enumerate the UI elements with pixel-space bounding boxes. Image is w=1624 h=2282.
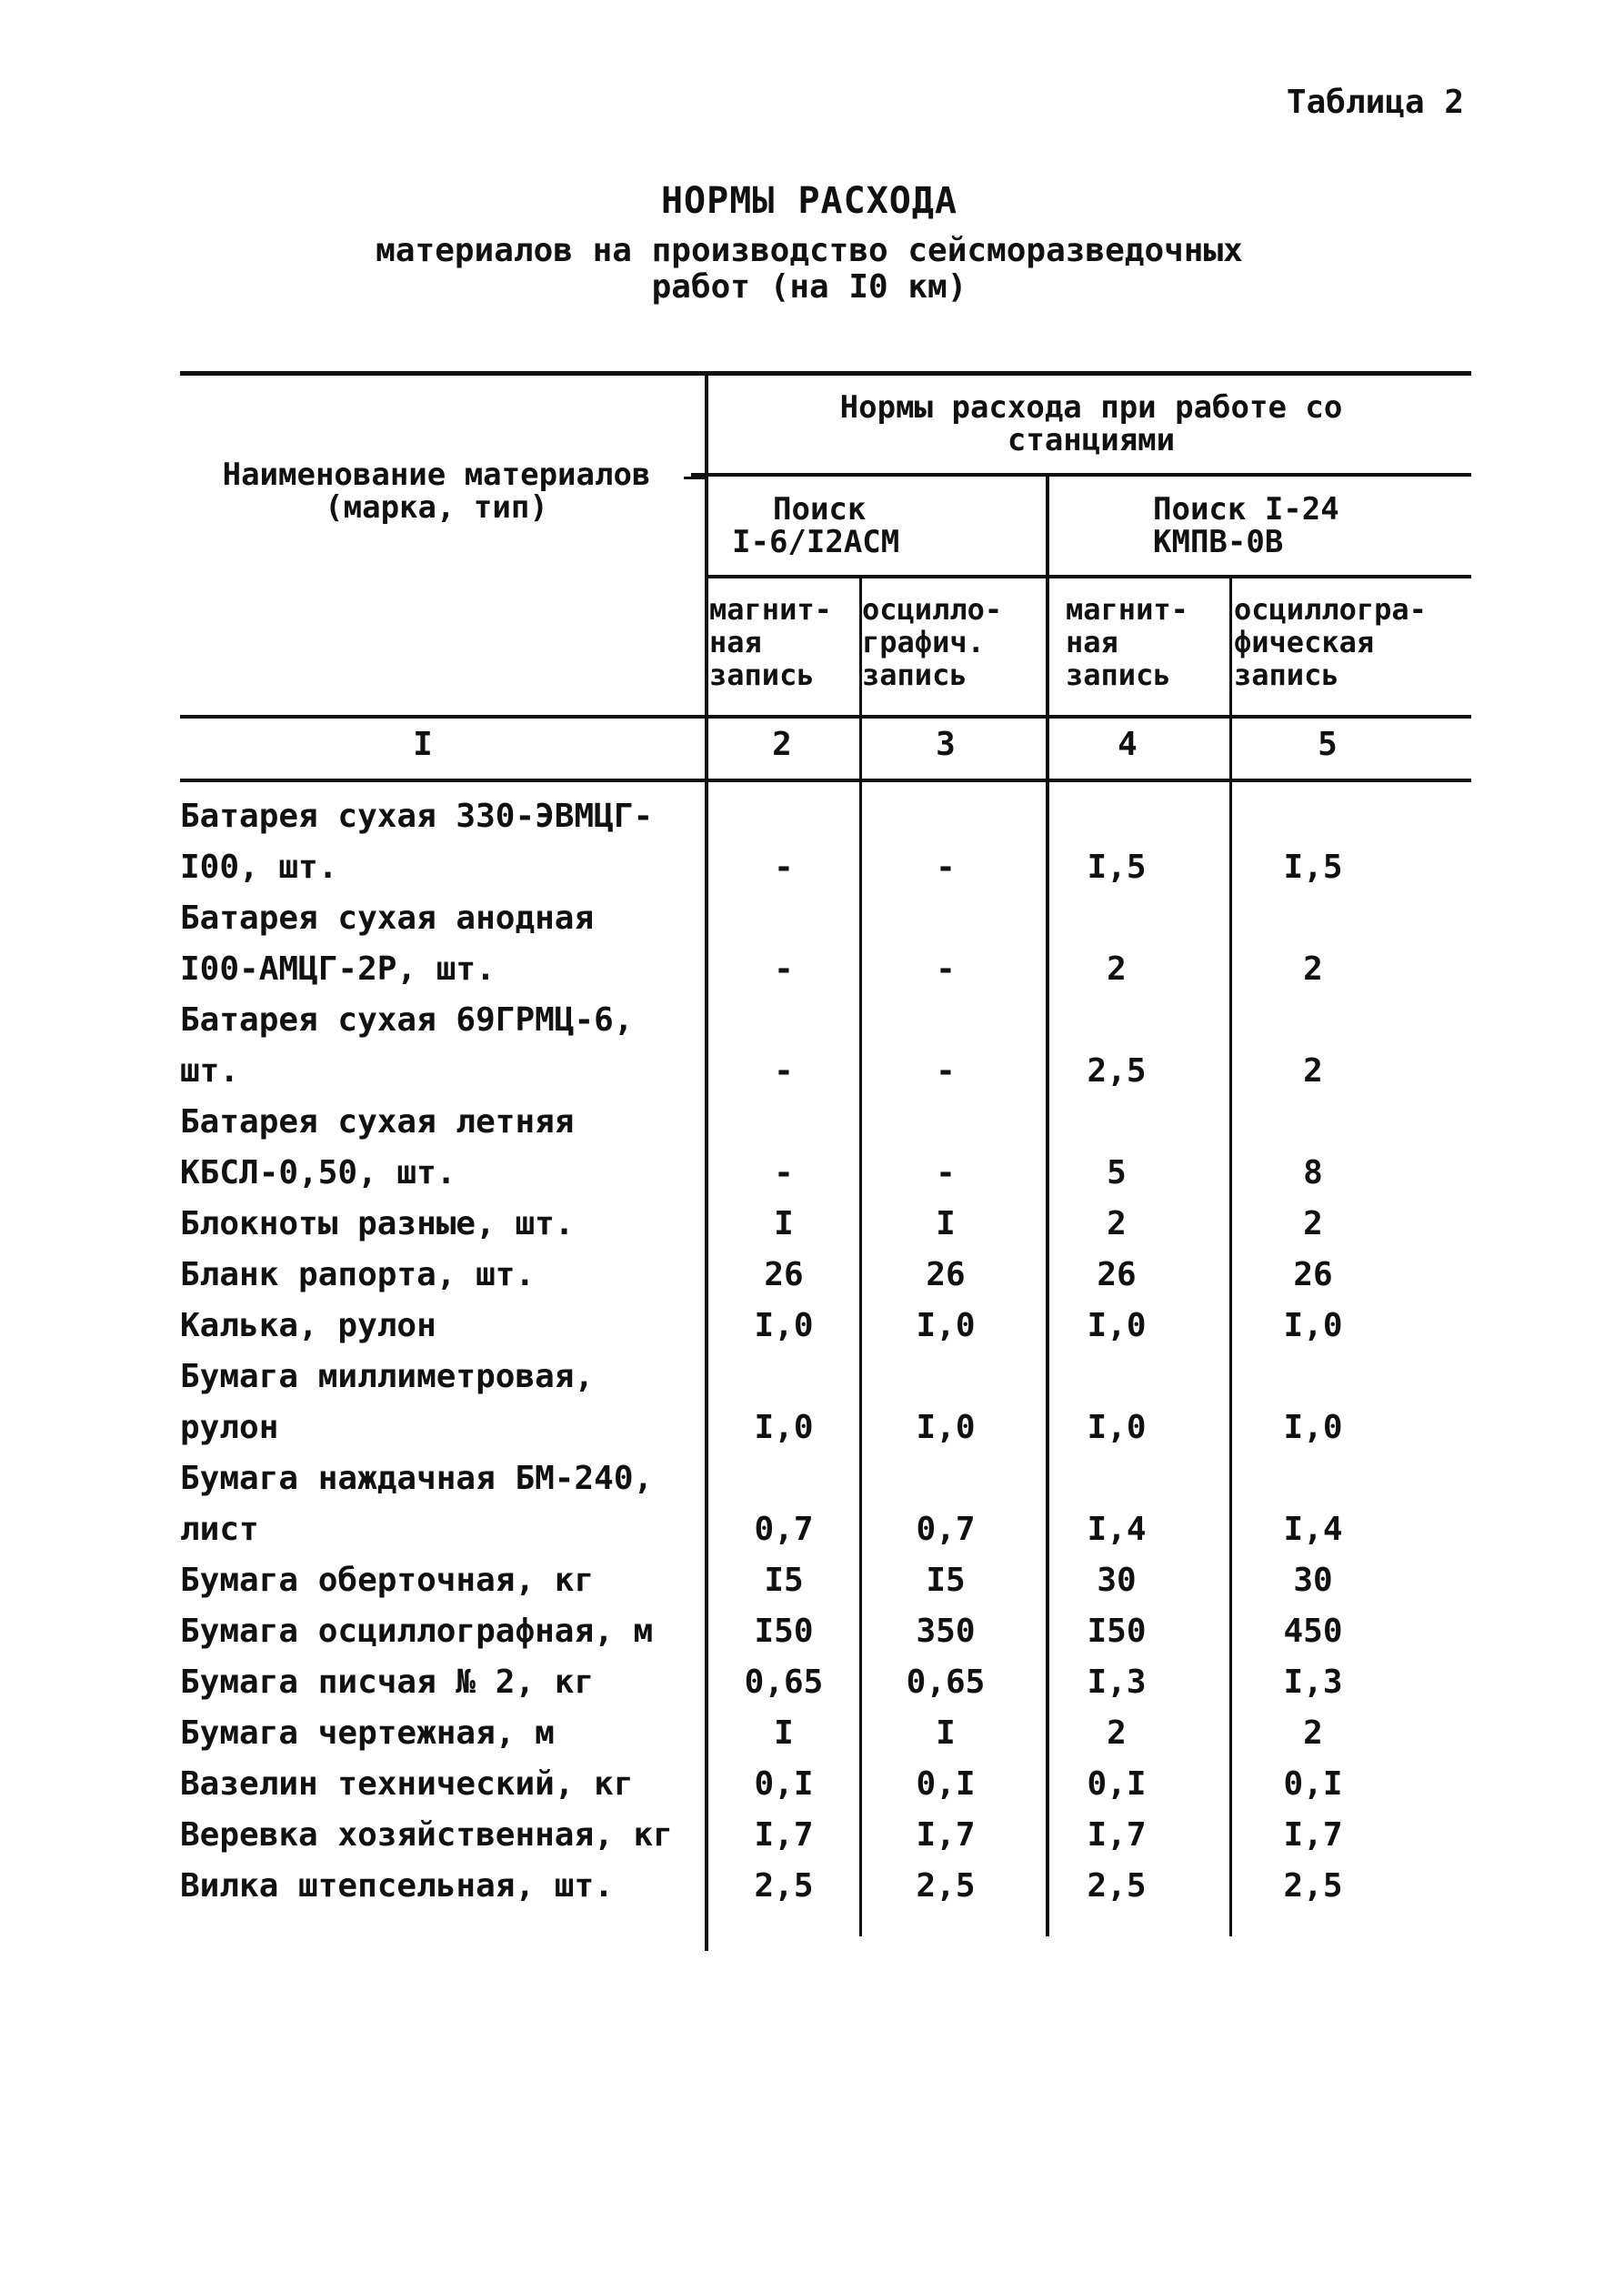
norm-value: I,7 — [1087, 1816, 1147, 1854]
norm-value: 2,5 — [1087, 1052, 1147, 1090]
material-name — [180, 1453, 707, 1555]
col-number-2: 2 — [772, 726, 792, 763]
material-name-line: Веревка хозяйственная, кг — [180, 1816, 673, 1854]
norm-value: I,5 — [1087, 849, 1147, 886]
subcol-header-line: фическая — [1234, 625, 1375, 659]
norm-value: 0,I — [916, 1765, 976, 1803]
material-name-line: Вилка штепсельная, шт. — [180, 1867, 614, 1905]
norm-value: I,0 — [1283, 1307, 1343, 1344]
subcol-header-4 — [1066, 593, 1228, 691]
material-name — [180, 1657, 707, 1708]
subcol-header-line: графич. — [862, 625, 985, 659]
subcol-header-line: ная — [709, 625, 762, 659]
norm-value: 0,I — [1283, 1765, 1343, 1803]
norm-value: I,3 — [1087, 1664, 1147, 1701]
norm-value: 0,7 — [754, 1511, 814, 1548]
material-name-line: Бумага чертежная, м — [180, 1714, 555, 1752]
subcol-header-line: запись — [709, 658, 815, 692]
header-materials-line: Наименование материалов — [222, 457, 651, 493]
col-number-5: 5 — [1318, 726, 1338, 763]
material-name-line: Блокноты разные, шт. — [180, 1205, 575, 1242]
norm-value: I,4 — [1283, 1511, 1343, 1548]
material-name-line: I00, шт. — [180, 849, 338, 886]
norm-value: I5 — [926, 1562, 966, 1599]
norm-value: - — [774, 849, 794, 886]
subcol-header-line: запись — [1066, 658, 1171, 692]
material-name — [180, 1555, 707, 1606]
material-name — [180, 1199, 707, 1250]
header-station-2 — [1153, 493, 1462, 558]
header-station-line: Поиск — [773, 491, 867, 528]
material-name-line: шт. — [180, 1052, 240, 1090]
norm-value: I,0 — [1087, 1409, 1147, 1446]
norm-value: 450 — [1283, 1613, 1343, 1650]
norm-value: 5 — [1107, 1154, 1127, 1191]
material-name-line: Вазелин технический, кг — [180, 1765, 634, 1803]
norm-value: 2 — [1303, 1205, 1323, 1242]
norm-value: I,0 — [1087, 1307, 1147, 1344]
header-stations-divider — [705, 575, 1471, 578]
norm-value: I,0 — [916, 1409, 976, 1446]
subcol-header-line: ная — [1066, 625, 1118, 659]
subcol-header-line: запись — [862, 658, 967, 692]
vertical-rule-col2-3 — [859, 577, 862, 1936]
header-materials — [182, 458, 691, 524]
norm-value: 26 — [764, 1256, 804, 1293]
material-name-line: Калька, рулон — [180, 1307, 436, 1344]
norm-value: I — [774, 1205, 794, 1242]
material-name — [180, 1606, 707, 1657]
subcol-header-line: магнит- — [1066, 592, 1188, 627]
norm-value: 2,5 — [916, 1867, 976, 1905]
header-station-line: Поиск I-24 — [1153, 491, 1339, 528]
material-name-line: Бланк рапорта, шт. — [180, 1256, 536, 1293]
norm-value: - — [774, 1052, 794, 1090]
norm-value: 8 — [1303, 1154, 1323, 1191]
norm-value: 2 — [1303, 1714, 1323, 1752]
material-name — [180, 1097, 707, 1199]
material-name-line: Батарея сухая 69ГРМЦ-6, — [180, 1001, 634, 1039]
norm-value: I,0 — [1283, 1409, 1343, 1446]
norm-value: 26 — [926, 1256, 966, 1293]
material-name-line: Бумага наждачная БМ-240, — [180, 1460, 654, 1497]
norm-value: I,7 — [916, 1816, 976, 1854]
norm-value: 0,65 — [906, 1664, 986, 1701]
document-title: НОРМЫ РАСХОДА — [660, 180, 958, 222]
norm-value: - — [936, 950, 956, 988]
norm-value: 2,5 — [1283, 1867, 1343, 1905]
norm-value: I50 — [1087, 1613, 1147, 1650]
subcol-header-line: осциллогра- — [1234, 592, 1427, 627]
norm-value: 0,I — [1087, 1765, 1147, 1803]
norm-value: 2 — [1303, 1052, 1323, 1090]
table-number-label: Таблица 2 — [1286, 84, 1464, 121]
col-numbers-divider — [180, 779, 1471, 782]
norm-value: I,5 — [1283, 849, 1343, 886]
norm-value: 2 — [1107, 1714, 1127, 1752]
table-top-rule — [180, 371, 1471, 376]
norm-value: 0,65 — [744, 1664, 824, 1701]
norm-value: - — [936, 1154, 956, 1191]
norm-value: I50 — [754, 1613, 814, 1650]
norm-value: 26 — [1293, 1256, 1333, 1293]
norm-value: I,3 — [1283, 1664, 1343, 1701]
header-materials-line: (марка, тип) — [325, 489, 548, 526]
norm-value: I,7 — [754, 1816, 814, 1854]
material-name — [180, 1250, 707, 1301]
norm-value: 350 — [916, 1613, 976, 1650]
subcol-header-line: осцилло- — [862, 592, 1003, 627]
material-name-line: Бумага оберточная, кг — [180, 1562, 595, 1599]
material-name — [180, 1301, 707, 1352]
material-name-line: Бумага писчая № 2, кг — [180, 1664, 595, 1701]
norm-value: I5 — [764, 1562, 804, 1599]
norm-value: 2,5 — [1087, 1867, 1147, 1905]
header-norms-divider — [691, 473, 1471, 477]
norm-value: I — [936, 1205, 956, 1242]
norm-value: I — [774, 1714, 794, 1752]
subcol-header-5 — [1234, 593, 1470, 691]
subcol-header-3 — [862, 593, 1044, 691]
header-station-line: КМПВ-0В — [1153, 524, 1284, 560]
norm-value: - — [936, 1052, 956, 1090]
header-norms-line: Нормы расхода при работе со — [839, 389, 1343, 426]
vertical-rule-col4-5 — [1229, 577, 1232, 1936]
norm-value: - — [774, 1154, 794, 1191]
norm-value: 2 — [1303, 950, 1323, 988]
header-subcols-divider — [180, 715, 1471, 719]
norm-value: 30 — [1293, 1562, 1333, 1599]
material-name — [180, 1708, 707, 1759]
material-name-line: лист — [180, 1511, 259, 1548]
material-name — [180, 1759, 707, 1810]
norm-value: 2,5 — [754, 1867, 814, 1905]
norm-value: 2 — [1107, 950, 1127, 988]
subcol-header-line: магнит- — [709, 592, 832, 627]
document-subtitle — [273, 233, 1346, 306]
norm-value: I,0 — [754, 1409, 814, 1446]
material-name-line: Батарея сухая летняя — [180, 1103, 575, 1141]
material-name — [180, 995, 707, 1097]
material-name — [180, 1861, 707, 1912]
norm-value: - — [936, 849, 956, 886]
norm-value: I,7 — [1283, 1816, 1343, 1854]
norm-value: 26 — [1097, 1256, 1137, 1293]
col-number-4: 4 — [1118, 726, 1138, 763]
norm-value: 0,I — [754, 1765, 814, 1803]
material-name — [180, 791, 707, 893]
norm-value: I,0 — [754, 1307, 814, 1344]
norm-value: 0,7 — [916, 1511, 976, 1548]
norm-value: I,4 — [1087, 1511, 1147, 1548]
subtitle-line: материалов на производство сейсморазведочных — [376, 232, 1243, 269]
material-name-line: Батарея сухая 330-ЭВМЦГ- — [180, 798, 654, 835]
norm-value: - — [774, 950, 794, 988]
material-name-line: I00-АМЦГ-2Р, шт. — [180, 950, 496, 988]
subcol-header-2 — [709, 593, 859, 691]
material-name — [180, 1810, 707, 1861]
header-norms — [718, 391, 1464, 457]
material-name-line: Бумага миллиметровая, — [180, 1358, 595, 1395]
subcol-header-line: запись — [1234, 658, 1339, 692]
norm-value: I,0 — [916, 1307, 976, 1344]
norm-value: I — [936, 1714, 956, 1752]
header-station-1 — [732, 493, 1041, 558]
material-name — [180, 893, 707, 995]
subtitle-line: работ (на I0 км) — [651, 268, 967, 306]
header-norms-line: станциями — [1007, 422, 1176, 458]
norm-value: 2 — [1107, 1205, 1127, 1242]
header-station-line: I-6/I2АСМ — [732, 524, 900, 560]
material-name — [180, 1352, 707, 1453]
col-number-3: 3 — [936, 726, 956, 763]
norm-value: 30 — [1097, 1562, 1137, 1599]
col-number-1: I — [413, 726, 433, 763]
material-name-line: Бумага осциллографная, м — [180, 1613, 654, 1650]
material-name-line: рулон — [180, 1409, 279, 1446]
material-name-line: Батарея сухая анодная — [180, 900, 595, 937]
material-name-line: КБСЛ-0,50, шт. — [180, 1154, 456, 1191]
